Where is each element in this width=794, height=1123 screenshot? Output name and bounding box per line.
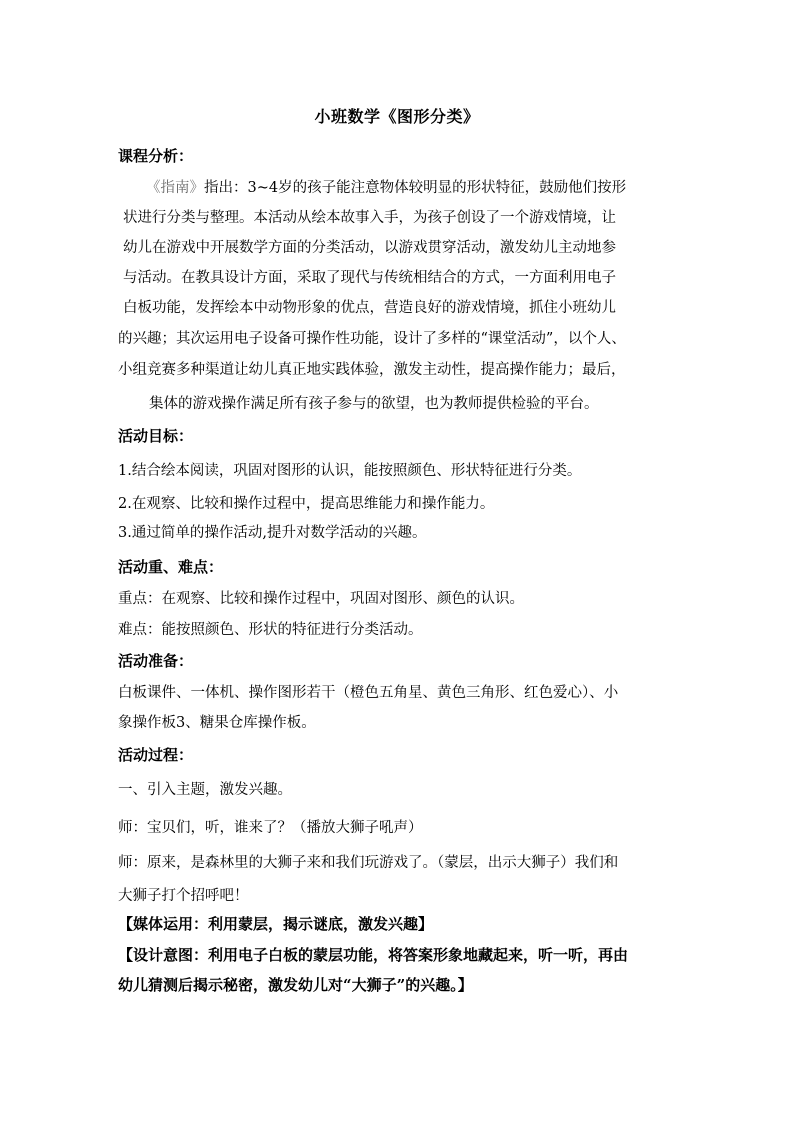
section-heading-process: 活动过程： <box>118 746 194 764</box>
analysis-line-2: 状进行分类与整理。本活动从绘本故事入手，为孩子创设了一个游戏情境，让 <box>123 210 616 226</box>
preparation-line-1: 白板课件、一体机、操作图形若干（橙色五角星、黄色三角形、红色爱心）、小 <box>118 685 619 701</box>
analysis-line-6: 的兴趣；其次运用电子设备可操作性功能，设计了多样的“课堂活动”，以个人、 <box>118 331 626 347</box>
section-heading-analysis: 课程分析： <box>118 147 194 165</box>
section-heading-key-points: 活动重、难点： <box>118 558 224 576</box>
difficulty-item: 难点：能按照颜色、形状的特征进行分类活动。 <box>118 622 423 638</box>
preparation-line-2: 象操作板3、糖果仓库操作板。 <box>118 715 316 731</box>
process-line-3: 师：原来，是森林里的大狮子来和我们玩游戏了。（蒙层，出示大狮子）我们和 <box>118 855 619 871</box>
analysis-line-3: 幼儿在游戏中开展数学方面的分类活动，以游戏贯穿活动，激发幼儿主动地参 <box>123 240 616 256</box>
goal-item-1: 1.结合绘本阅读，巩固对图形的认识，能按照颜色、形状特征进行分类。 <box>118 463 582 479</box>
design-intent-line-2: 幼儿猜测后揭示秘密，激发幼儿对“大狮子”的兴趣。】 <box>118 976 473 994</box>
goal-item-2: 2.在观察、比较和操作过程中，提高思维能力和操作能力。 <box>118 496 495 512</box>
process-line-2: 师：宝贝们，听，谁来了？（播放大狮子吼声） <box>118 820 423 836</box>
process-line-1: 一、引入主题，激发兴趣。 <box>118 782 292 798</box>
process-line-4: 大狮子打个招呼吧！ <box>118 888 249 904</box>
document-title: 小班数学《图形分类》 <box>314 107 480 126</box>
media-note: 【媒体运用：利用蒙层，揭示谜底，激发兴趣】 <box>118 915 434 933</box>
design-intent-line-1: 【设计意图：利用电子白板的蒙层功能，将答案形象地藏起来，听一听，再由 <box>118 946 629 964</box>
key-point-item: 重点：在观察、比较和操作过程中，巩固对图形、颜色的认识。 <box>118 591 524 607</box>
section-heading-preparation: 活动准备： <box>118 652 194 670</box>
analysis-line-4: 与活动。在教具设计方面，采取了现代与传统相结合的方式，一方面利用电子 <box>123 270 616 286</box>
analysis-line-7: 小组竞赛多种渠道让幼儿真正地实践体验，激发主动性，提高操作能力；最后， <box>118 362 626 378</box>
analysis-line-1: 《指南》指出：3~4岁的孩子能注意物体较明显的形状特征，鼓励他们按形 <box>146 180 627 196</box>
section-heading-goals: 活动目标： <box>118 427 194 445</box>
analysis-line-8: 集体的游戏操作满足所有孩子参与的欲望，也为教师提供检验的平台。 <box>149 396 599 412</box>
goal-item-3: 3.通过简单的操作活动,提升对数学活动的兴趣。 <box>118 525 427 541</box>
guide-reference: 《指南》 <box>146 180 204 196</box>
analysis-line-5: 白板功能，发挥绘本中动物形象的优点，营造良好的游戏情境，抓住小班幼儿 <box>123 300 616 316</box>
